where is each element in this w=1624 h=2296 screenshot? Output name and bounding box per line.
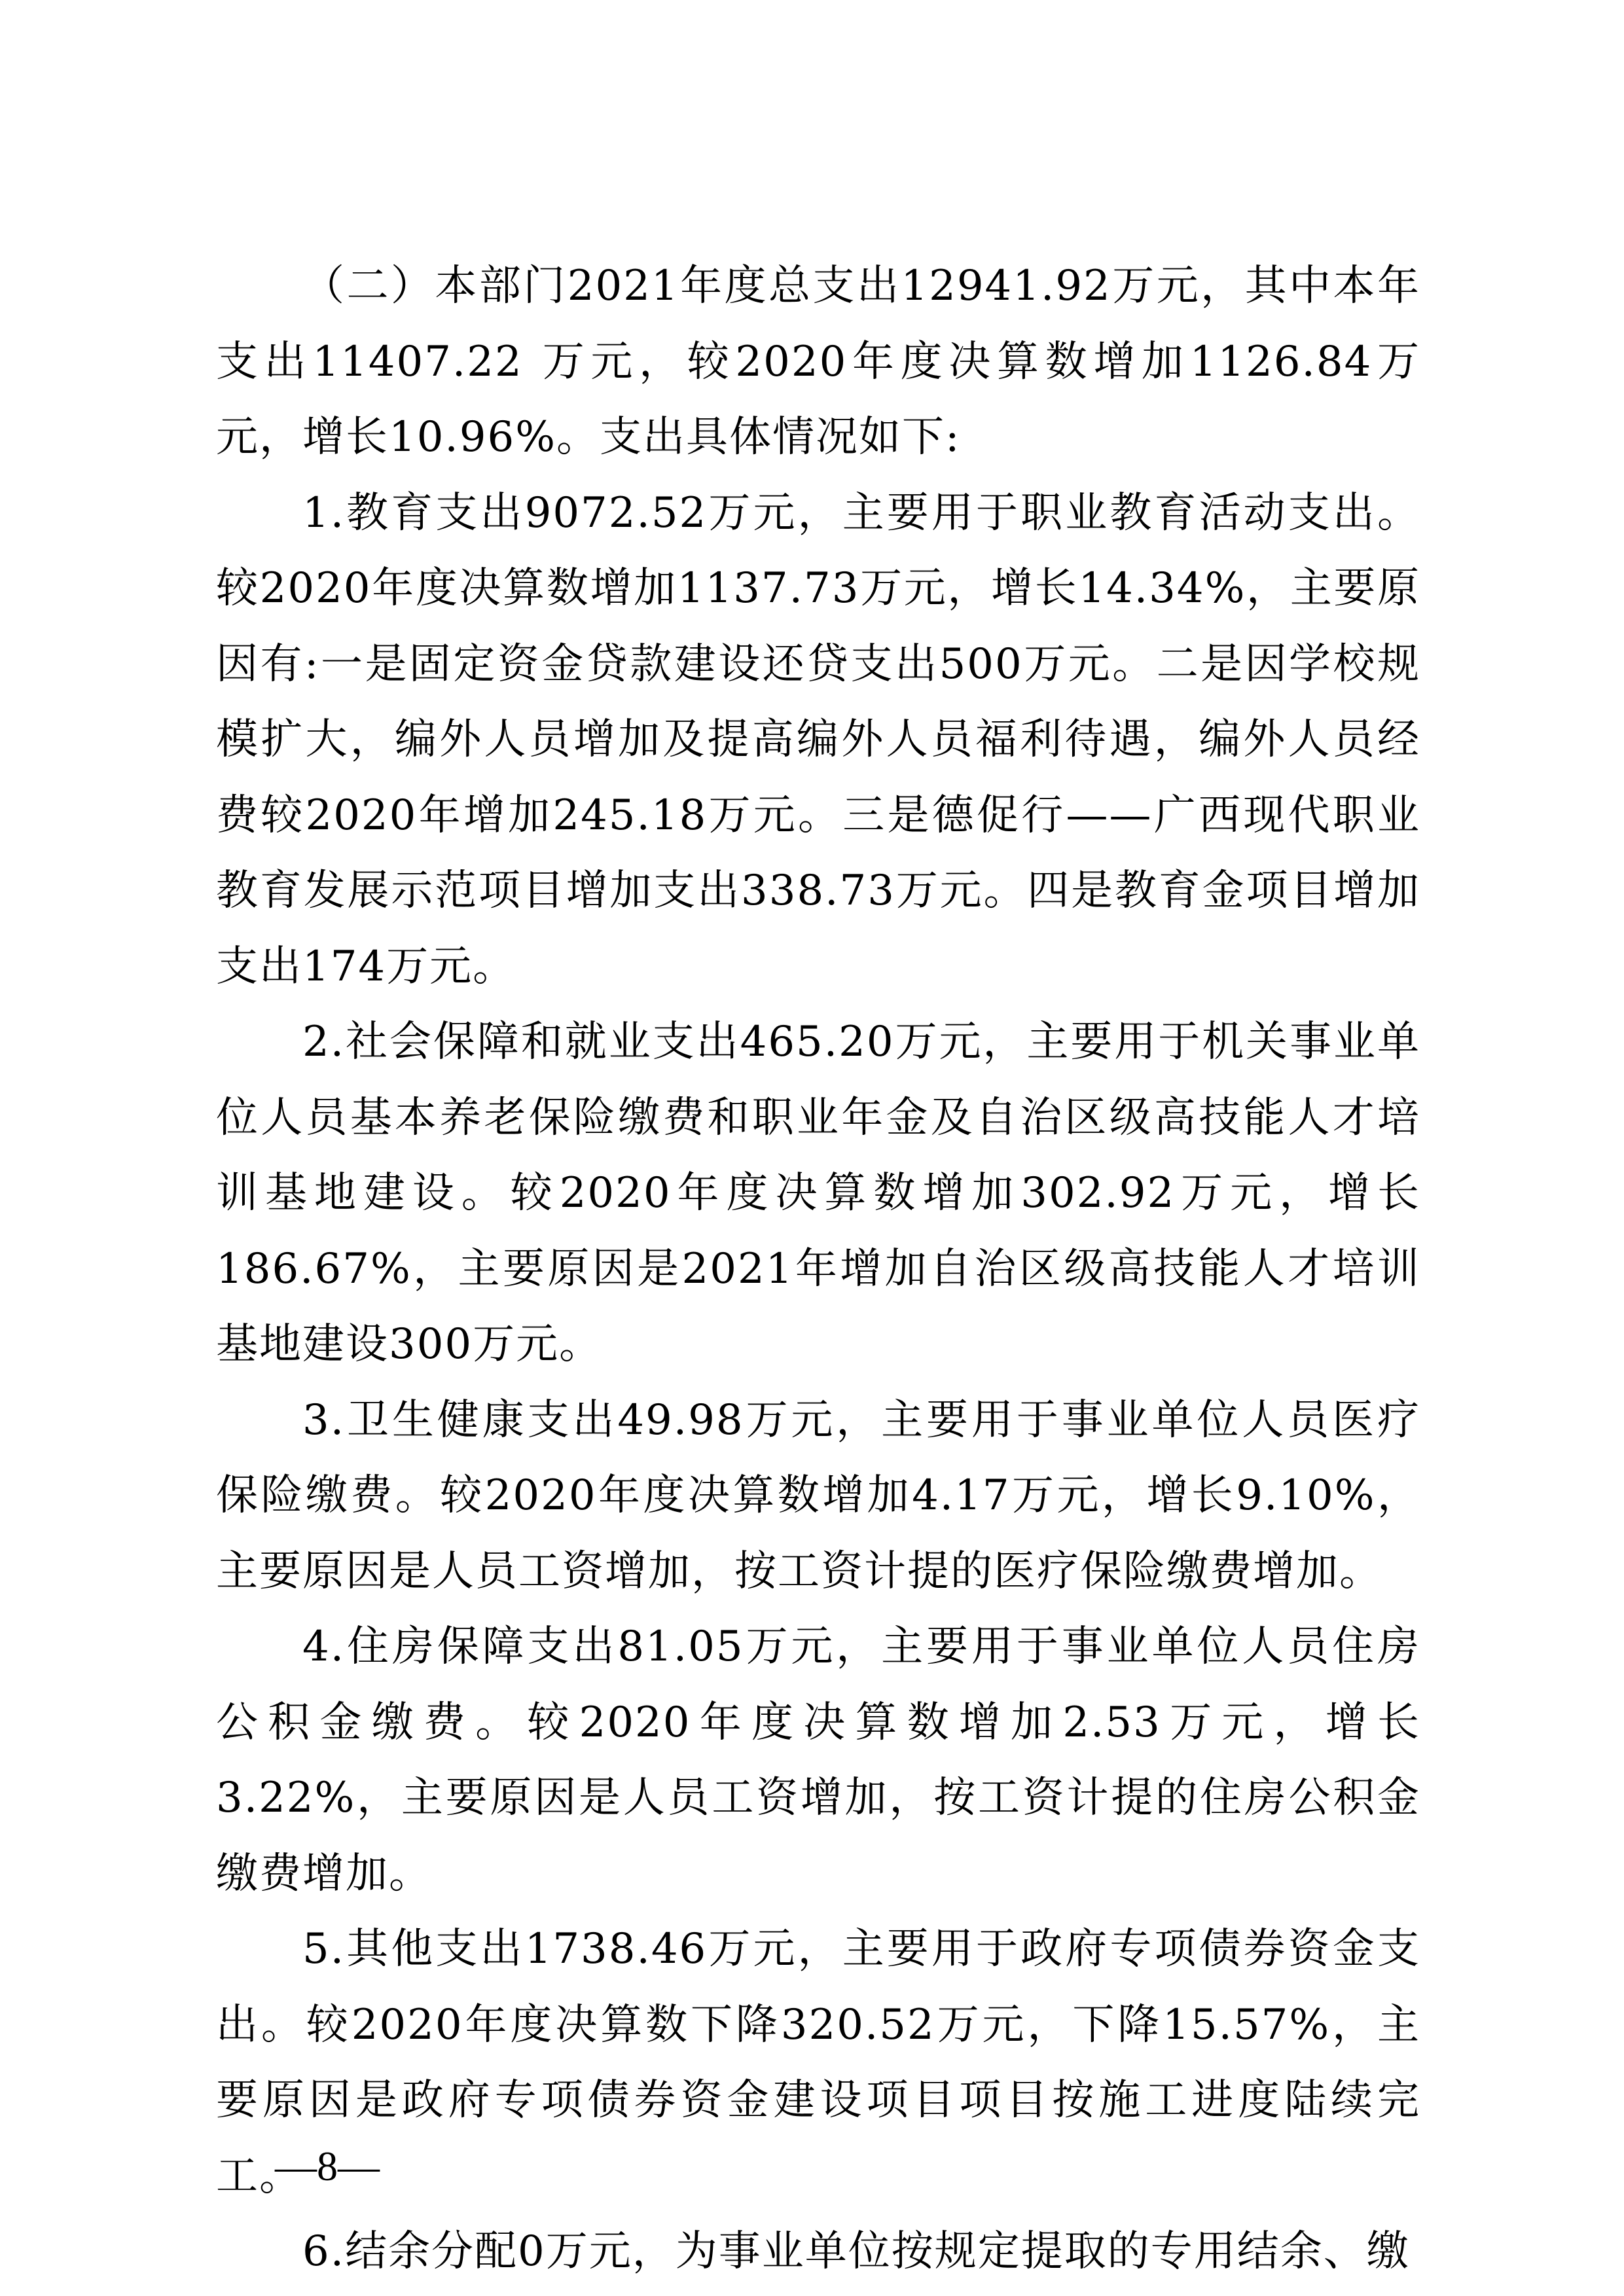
- paragraph-expenditure-summary: （二）本部门2021年度总支出12941.92万元，其中本年支出11407.22 万元，较2020年度决算数增加1126.84万元，增长10.96%。支出具体情况如下:: [216, 262, 1420, 461]
- paragraph-education-expenditure: 1.教育支出9072.52万元，主要用于职业教育活动支出。较2020年度决算数增加1137.73万元，增长14.34%，主要原因有:一是固定资金贷款建设还贷支出500万元。二是因学校规模扩大，编外人员增加及提高编外人员福利待遇，编外人员经费较2020年增加245.18万元。三是德促行——广西现代职业教育发展示范项目增加支出338.73万元。四是教育金项目增加支出174万元。: [216, 488, 1420, 991]
- paragraph-health-expenditure: 3.卫生健康支出49.98万元，主要用于事业单位人员医疗保险缴费。较2020年度决算数增加4.17万元，增长9.10%，主要原因是人员工资增加，按工资计提的医疗保险缴费增加。: [216, 1395, 1420, 1596]
- paragraph-surplus-distribution: 6.结余分配0万元，为事业单位按规定提取的专用结余、缴: [302, 2227, 1410, 2276]
- body-text: [216, 249, 1420, 2290]
- paragraph-housing-expenditure: 4.住房保障支出81.05万元，主要用于事业单位人员住房公积金缴费。较2020年度决算数增加2.53万元，增长3.22%，主要原因是人员工资增加，按工资计提的住房公积金缴费增加。: [216, 1623, 1420, 1898]
- paragraph-social-security-expenditure: 2.社会保障和就业支出465.20万元，主要用于机关事业单位人员基本养老保险缴费和职业年金及自治区级高技能人才培训基地建设。较2020年度决算数增加302.92万元，增长186.67%，主要原因是2021年增加自治区级高技能人才培训基地建设300万元。: [216, 1018, 1420, 1369]
- page-number: —8—: [275, 2143, 380, 2189]
- paragraph-other-expenditure: 5.其他支出1738.46万元，主要用于政府专项债券资金支出。较2020年度决算数下降320.52万元，下降15.57%，主要原因是政府专项债券资金建设项目项目按施工进度陆续完工。: [216, 1925, 1420, 2200]
